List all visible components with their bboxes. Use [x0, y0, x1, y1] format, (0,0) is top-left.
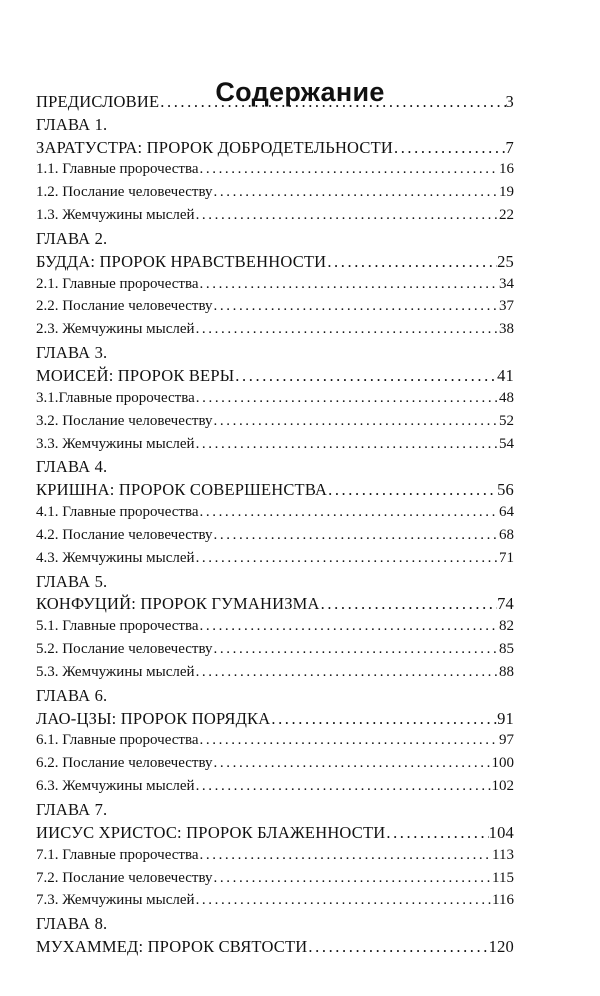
dot-leader: [307, 937, 488, 956]
toc-page-number: 52: [499, 412, 514, 429]
toc-entry-label: ЗАРАТУСТРА: ПРОРОК ДОБРОДЕТЕЛЬНОСТИ: [36, 137, 393, 157]
toc-chapter-heading: [36, 339, 514, 362]
toc-page-number: 116: [492, 892, 514, 909]
toc-entry-label: 3.3. Жемчужины мыслей: [36, 435, 195, 452]
toc-entry-label: 7.3. Жемчужины мыслей: [36, 892, 195, 909]
dot-leader: [213, 640, 499, 659]
dot-leader: [199, 503, 499, 522]
toc-entry-label: КОНФУЦИЙ: ПРОРОК ГУМАНИЗМА: [36, 594, 320, 614]
toc-entry-label: МОИСЕЙ: ПРОРОК ВЕРЫ: [36, 365, 235, 385]
dot-leader: [393, 138, 506, 157]
toc-entry: [36, 705, 514, 728]
toc-entry: [36, 750, 514, 773]
toc-page-number: 88: [499, 663, 514, 680]
toc-page-number: 25: [497, 251, 514, 271]
toc-chapter-heading: [36, 910, 514, 933]
dot-leader: [195, 435, 499, 454]
toc-entry: [36, 385, 514, 408]
toc-page-number: 85: [499, 641, 514, 658]
toc-entry-label: ГЛАВА 2.: [36, 228, 108, 248]
toc-entry: [36, 933, 514, 956]
toc-entry: [36, 728, 514, 751]
dot-leader: [195, 663, 499, 682]
dot-leader: [199, 160, 499, 179]
toc-chapter-heading: [36, 796, 514, 819]
toc-entry-label: 1.2. Послание человечеству: [36, 184, 213, 201]
toc-entry-label: 5.2. Послание человечеству: [36, 641, 213, 658]
toc-entry: [36, 842, 514, 865]
toc-page-number: 113: [492, 846, 514, 863]
toc-entry: [36, 316, 514, 339]
toc-page-number: 56: [497, 480, 514, 500]
toc-page-number: 71: [499, 549, 514, 566]
toc-entry-label: ГЛАВА 4.: [36, 457, 108, 477]
dot-leader: [199, 275, 499, 294]
toc-page-number: 102: [491, 778, 514, 795]
dot-leader: [195, 891, 492, 910]
toc-chapter-heading: [36, 682, 514, 705]
toc-entry: [36, 659, 514, 682]
toc-entry-label: ГЛАВА 8.: [36, 914, 108, 934]
toc-entry-label: ГЛАВА 1.: [36, 114, 108, 134]
toc-entry-label: 6.3. Жемчужины мыслей: [36, 778, 195, 795]
toc-page-number: 3: [505, 91, 514, 111]
table-of-contents: [36, 88, 514, 956]
toc-entry: [36, 157, 514, 180]
toc-chapter-heading: [36, 111, 514, 134]
toc-entry-label: 2.1. Главные пророчества: [36, 275, 199, 292]
toc-page-number: 120: [488, 937, 514, 957]
dot-leader: [195, 206, 499, 225]
toc-page-number: 48: [499, 389, 514, 406]
toc-entry-label: ГЛАВА 3.: [36, 343, 108, 363]
toc-page-number: 74: [497, 594, 514, 614]
toc-page-number: 97: [499, 732, 514, 749]
toc-entry: [36, 773, 514, 796]
dot-leader: [199, 731, 499, 750]
toc-entry-label: ПРЕДИСЛОВИЕ: [36, 91, 160, 111]
toc-entry-label: 1.1. Главные пророчества: [36, 161, 199, 178]
toc-entry: [36, 202, 514, 225]
toc-entry-label: 5.3. Жемчужины мыслей: [36, 663, 195, 680]
toc-chapter-heading: [36, 568, 514, 591]
toc-entry-label: БУДДА: ПРОРОК НРАВСТВЕННОСТИ: [36, 251, 327, 271]
dot-leader: [195, 389, 499, 408]
toc-entry: [36, 271, 514, 294]
toc-page-number: 82: [499, 618, 514, 635]
toc-entry: [36, 248, 514, 271]
dot-leader: [199, 617, 499, 636]
dot-leader: [213, 869, 493, 888]
dot-leader: [199, 846, 493, 865]
toc-page-number: 100: [491, 755, 514, 772]
toc-entry: [36, 545, 514, 568]
toc-page-number: 37: [499, 298, 514, 315]
dot-leader: [326, 252, 497, 271]
toc-entry: [36, 88, 514, 111]
toc-page-number: 34: [499, 275, 514, 292]
toc-entry: [36, 591, 514, 614]
toc-entry: [36, 476, 514, 499]
toc-entry: [36, 499, 514, 522]
toc-entry-label: МУХАММЕД: ПРОРОК СВЯТОСТИ: [36, 937, 308, 957]
toc-entry-label: 2.2. Послание человечеству: [36, 298, 213, 315]
toc-entry-label: ИИСУС ХРИСТОС: ПРОРОК БЛАЖЕННОСТИ: [36, 822, 386, 842]
toc-entry-label: ГЛАВА 7.: [36, 800, 108, 819]
toc-entry: [36, 888, 514, 911]
toc-page-number: 54: [499, 435, 514, 452]
toc-entry: [36, 522, 514, 545]
dot-leader: [327, 480, 497, 499]
toc-page-number: 38: [499, 321, 514, 338]
dot-leader: [320, 594, 497, 613]
toc-entry-label: 3.1.Главные пророчества: [36, 389, 195, 406]
toc-page-number: 91: [497, 708, 514, 728]
toc-entry-label: 4.2. Послание человечеству: [36, 526, 213, 543]
toc-page-number: 16: [499, 161, 514, 178]
toc-entry-label: 6.1. Главные пророчества: [36, 732, 199, 749]
dot-leader: [234, 366, 497, 385]
toc-entry-label: 2.3. Жемчужины мыслей: [36, 321, 195, 338]
toc-entry: [36, 865, 514, 888]
toc-page-number: 104: [488, 822, 514, 842]
toc-entry: [36, 431, 514, 454]
toc-page-number: 64: [499, 504, 514, 521]
dot-leader: [213, 183, 499, 202]
toc-entry-label: 7.1. Главные пророчества: [36, 846, 199, 863]
toc-page-number: 41: [497, 365, 514, 385]
toc-chapter-heading: [36, 454, 514, 477]
toc-entry-label: 6.2. Послание человечеству: [36, 755, 213, 772]
toc-page-number: 68: [499, 526, 514, 543]
toc-entry-label: ЛАО-ЦЗЫ: ПРОРОК ПОРЯДКА: [36, 708, 271, 728]
dot-leader: [213, 526, 499, 545]
toc-chapter-heading: [36, 225, 514, 248]
toc-entry-label: 4.1. Главные пророчества: [36, 504, 199, 521]
toc-entry-label: 5.1. Главные пророчества: [36, 618, 199, 635]
toc-entry-label: КРИШНА: ПРОРОК СОВЕРШЕНСТВА: [36, 480, 328, 500]
toc-entry-label: ГЛАВА 5.: [36, 571, 108, 591]
page-title: Содержание: [215, 77, 385, 108]
toc-entry: [36, 819, 514, 842]
toc-entry: [36, 408, 514, 431]
dot-leader: [195, 320, 499, 339]
toc-entry: [36, 134, 514, 157]
toc-page-number: 19: [499, 184, 514, 201]
toc-entry-label: 1.3. Жемчужины мыслей: [36, 207, 195, 224]
toc-entry: [36, 294, 514, 317]
toc-entry: [36, 179, 514, 202]
toc-entry-label: 3.2. Послание человечеству: [36, 412, 213, 429]
toc-entry: [36, 613, 514, 636]
toc-entry: [36, 362, 514, 385]
dot-leader: [213, 754, 492, 773]
toc-page-number: 22: [499, 207, 514, 224]
toc-entry: [36, 636, 514, 659]
dot-leader: [385, 823, 488, 842]
dot-leader: [213, 297, 499, 316]
dot-leader: [159, 92, 505, 111]
dot-leader: [213, 412, 499, 431]
toc-page-number: 7: [505, 137, 514, 157]
toc-entry-label: 4.3. Жемчужины мыслей: [36, 549, 195, 566]
dot-leader: [195, 549, 499, 568]
toc-page-number: 115: [492, 869, 514, 886]
toc-entry-label: ГЛАВА 6.: [36, 685, 108, 705]
toc-entry-label: 7.2. Послание человечеству: [36, 869, 213, 886]
dot-leader: [195, 777, 492, 796]
dot-leader: [270, 709, 497, 728]
